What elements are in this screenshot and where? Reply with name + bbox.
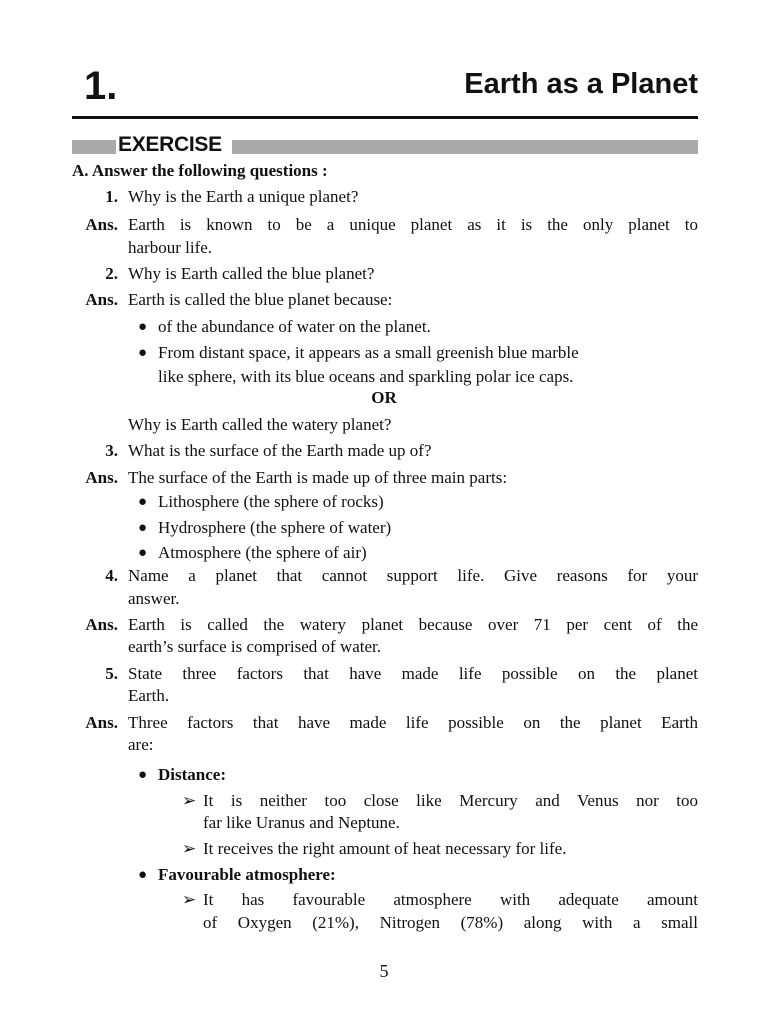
question-number: 5. bbox=[105, 664, 118, 683]
question-number: 2. bbox=[105, 264, 118, 283]
answer-text: Earth is known to be a unique planet as it is the only planet to bbox=[128, 215, 698, 234]
bullet-text: Lithosphere (the sphere of rocks) bbox=[158, 492, 384, 511]
bullet-text: of the abundance of water on the planet. bbox=[158, 317, 431, 336]
arrow-bullet-icon: ➢ bbox=[182, 839, 197, 858]
bullet-icon: ● bbox=[138, 867, 148, 883]
answer-label: Ans. bbox=[85, 615, 118, 634]
exercise-label: EXERCISE bbox=[118, 133, 222, 156]
factor-heading: Distance: bbox=[158, 765, 226, 784]
factor-heading: Favourable atmosphere: bbox=[158, 865, 336, 884]
question-number: 1. bbox=[105, 187, 118, 206]
exercise-bar-right bbox=[232, 140, 698, 154]
sub-point-text: It is neither too close like Mercury and Venus nor too bbox=[203, 791, 698, 810]
question-number: 4. bbox=[105, 566, 118, 585]
answer-text: harbour life. bbox=[128, 238, 213, 257]
bullet-text: From distant space, it appears as a small greenish blue marble bbox=[158, 343, 579, 362]
answer-label: Ans. bbox=[85, 215, 118, 234]
exercise-bar-left bbox=[72, 140, 116, 154]
bullet-text: Hydrosphere (the sphere of water) bbox=[158, 518, 392, 537]
bullet-icon: ● bbox=[138, 767, 148, 783]
sub-point-text: far like Uranus and Neptune. bbox=[203, 813, 400, 832]
question-text: Earth. bbox=[128, 686, 170, 705]
header-rule bbox=[72, 116, 698, 119]
arrow-bullet-icon: ➢ bbox=[182, 890, 197, 909]
section-heading: A. Answer the following questions : bbox=[72, 161, 328, 180]
bullet-icon: ● bbox=[138, 319, 148, 335]
question-text: answer. bbox=[128, 589, 180, 608]
bullet-text: Atmosphere (the sphere of air) bbox=[158, 543, 367, 562]
bullet-icon: ● bbox=[138, 345, 148, 361]
sub-point-text: It receives the right amount of heat necessary for life. bbox=[203, 839, 567, 858]
bullet-icon: ● bbox=[138, 545, 148, 561]
sub-point-text: It has favourable atmosphere with adequate amount bbox=[203, 890, 698, 909]
answer-text: Earth is called the watery planet because over 71 per cent of the bbox=[128, 615, 698, 634]
question-text: Why is the Earth a unique planet? bbox=[128, 187, 359, 206]
answer-text: Three factors that have made life possible on the planet Earth bbox=[128, 713, 698, 732]
sub-point-text: of Oxygen (21%), Nitrogen (78%) along with a small bbox=[203, 913, 698, 932]
page-number: 5 bbox=[379, 961, 389, 981]
question-text: State three factors that have made life possible on the planet bbox=[128, 664, 698, 683]
answer-label: Ans. bbox=[85, 713, 118, 732]
answer-text: earth’s surface is comprised of water. bbox=[128, 637, 382, 656]
chapter-number: 1. bbox=[84, 64, 118, 108]
question-text: Why is Earth called the blue planet? bbox=[128, 264, 375, 283]
answer-text: are: bbox=[128, 735, 154, 754]
bullet-text: like sphere, with its blue oceans and sparkling polar ice caps. bbox=[158, 367, 574, 386]
answer-text: The surface of the Earth is made up of three main parts: bbox=[128, 468, 508, 487]
chapter-title: Earth as a Planet bbox=[464, 68, 698, 100]
answer-text: Earth is called the blue planet because: bbox=[128, 290, 393, 309]
question-number: 3. bbox=[105, 441, 118, 460]
bullet-icon: ● bbox=[138, 520, 148, 536]
question-text: What is the surface of the Earth made up of? bbox=[128, 441, 432, 460]
question-text: Name a planet that cannot support life. Give reasons for your bbox=[128, 566, 698, 585]
arrow-bullet-icon: ➢ bbox=[182, 791, 197, 810]
answer-label: Ans. bbox=[85, 468, 118, 487]
bullet-icon: ● bbox=[138, 494, 148, 510]
or-divider: OR bbox=[371, 388, 397, 407]
alternate-question: Why is Earth called the watery planet? bbox=[128, 415, 392, 434]
answer-label: Ans. bbox=[85, 290, 118, 309]
